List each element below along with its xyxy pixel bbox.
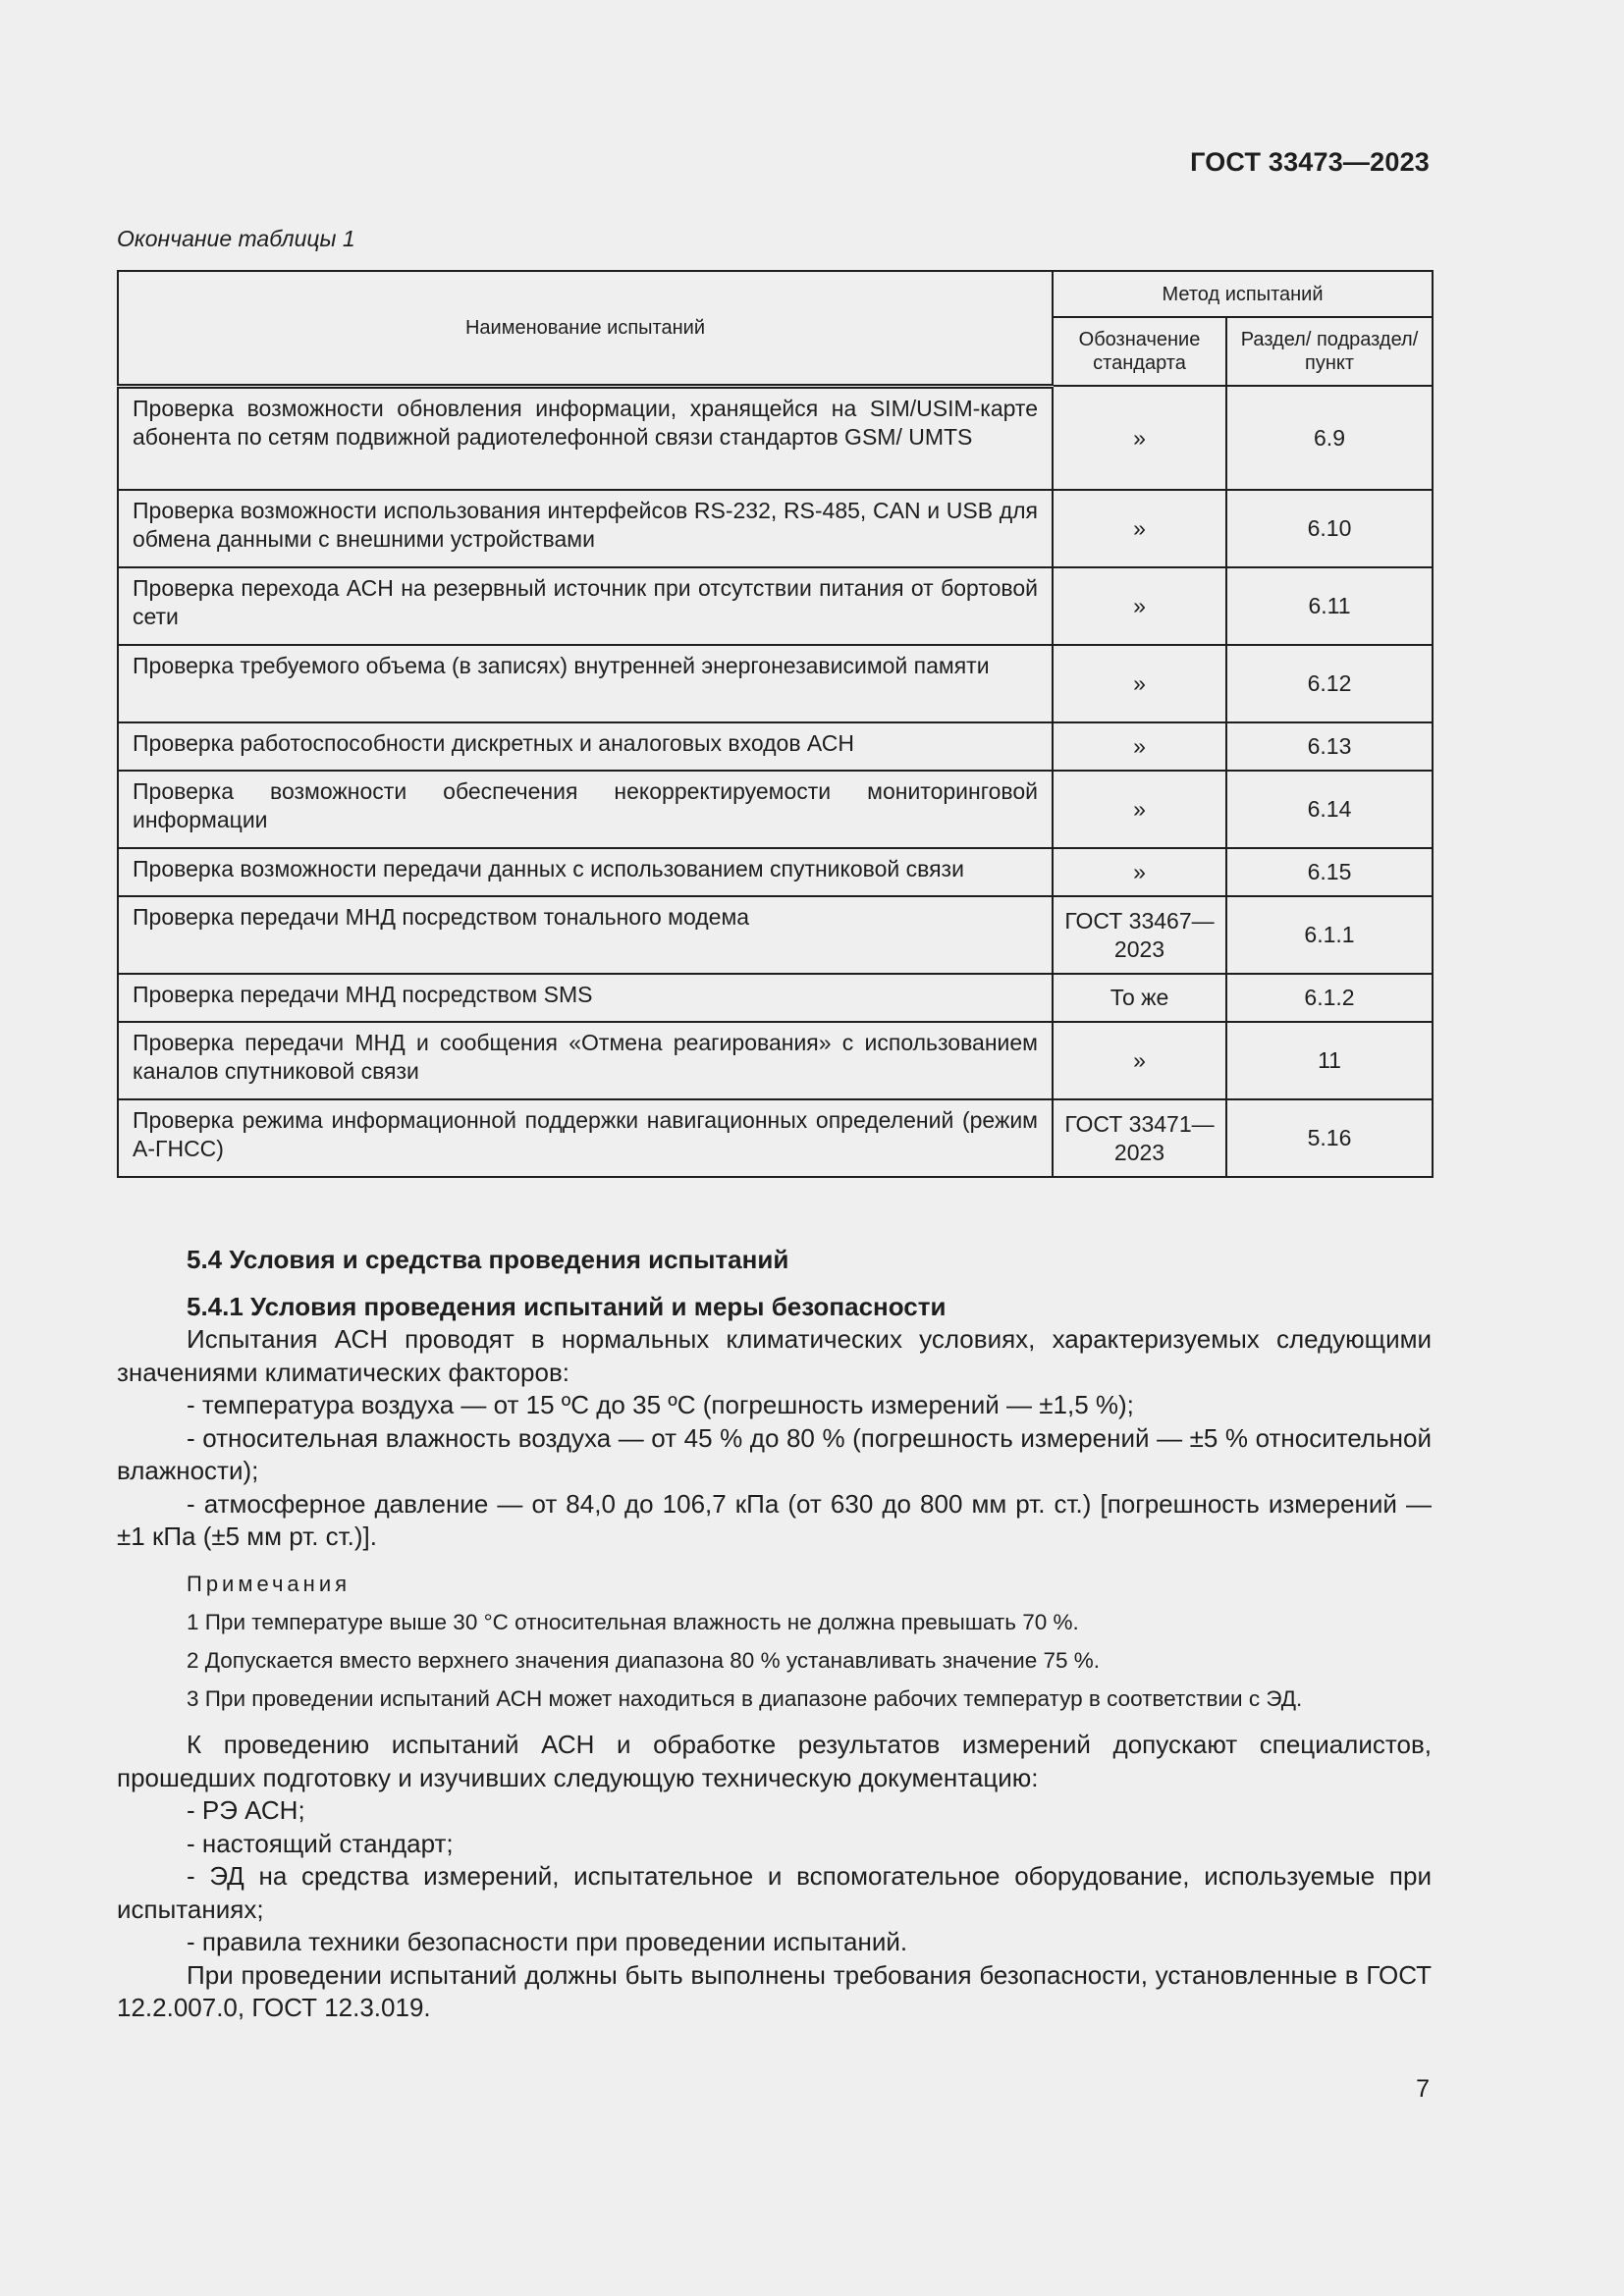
section-cell: 6.14 [1226,771,1433,848]
list-item-document: - правила техники безопасности при проведении испытаний. [187,1927,908,1956]
test-name: Проверка возможности передачи данных с использованием спутниковой связи [118,848,1053,896]
standard-cell: То же [1053,974,1226,1022]
column-header-standard: Обозначение стандарта [1053,317,1226,386]
column-header-section: Раздел/ подраздел/пункт [1226,317,1433,386]
note-item: 2 Допускается вместо верхнего значения диапазона 80 % устанавливать значение 75 %. [187,1648,1101,1673]
note-item: 1 При температуре выше 30 °С относительная влажность не должна превышать 70 %. [187,1610,1079,1634]
standard-cell: ГОСТ 33471—2023 [1053,1099,1226,1177]
section-body [117,1244,1432,2025]
table-row [118,386,1433,490]
staff-intro: К проведению испытаний АСН и обработке результатов измерений допускают специалистов, прошедших подготовку и изучивших следующую техническую документацию: [117,1730,1432,1792]
climate-intro: Испытания АСН проводят в нормальных климатических условиях, характеризуемых следующими значениями климатических факторов: [117,1324,1432,1387]
test-name: Проверка передачи МНД посредством SMS [118,974,1053,1022]
table-row [118,722,1433,771]
table-row [118,1099,1433,1177]
section-cell: 6.1.2 [1226,974,1433,1022]
test-name: Проверка передачи МНД и сообщения «Отмена реагирования» с использованием каналов спутниковой связи [118,1022,1053,1099]
safety-paragraph: При проведении испытаний должны быть выполнены требования безопасности, установленные в ГОСТ 12.2.007.0, ГОСТ 12.3.019. [117,1959,1432,2022]
standard-cell: » [1053,722,1226,771]
test-name: Проверка перехода АСН на резервный источник при отсутствии питания от бортовой сети [118,567,1053,645]
test-name: Проверка режима информационной поддержки навигационных определений (режим А-ГНСС) [118,1099,1053,1177]
list-item-condition: - температура воздуха — от 15 ºС до 35 ºС (погрешность измерений — ±1,5 %); [187,1390,1134,1419]
table-row [118,1022,1433,1099]
table-row [118,974,1433,1022]
table-row [118,490,1433,567]
table-row [118,567,1433,645]
subsection-heading: 5.4.1 Условия проведения испытаний и меры безопасности [187,1291,947,1321]
section-cell: 11 [1226,1022,1433,1099]
list-item-document: - настоящий стандарт; [187,1828,454,1858]
column-header-name: Наименование испытаний [118,271,1053,386]
section-cell: 6.12 [1226,645,1433,722]
section-cell: 6.11 [1226,567,1433,645]
section-cell: 6.15 [1226,848,1433,896]
column-header-method: Метод испытаний [1053,271,1433,317]
standard-cell: » [1053,490,1226,567]
section-heading: 5.4 Условия и средства проведения испытаний [187,1245,789,1274]
section-cell: 6.9 [1226,386,1433,490]
list-item-document: - ЭД на средства измерений, испытательное и вспомогательное оборудование, используемые при испытаниях; [117,1861,1432,1924]
standard-cell: » [1053,848,1226,896]
list-item-document: - РЭ АСН; [187,1795,305,1825]
test-name: Проверка требуемого объема (в записях) внутренней энергонезависимой памяти [118,645,1053,722]
section-cell: 5.16 [1226,1099,1433,1177]
test-name: Проверка работоспособности дискретных и аналоговых входов АСН [118,722,1053,771]
standard-cell: » [1053,1022,1226,1099]
standard-cell: » [1053,771,1226,848]
document-code: ГОСТ 33473—2023 [1190,147,1430,177]
standard-cell: ГОСТ 33467—2023 [1053,896,1226,974]
section-cell: 6.1.1 [1226,896,1433,974]
table-row [118,848,1433,896]
list-item-condition: - атмосферное давление — от 84,0 до 106,7 кПа (от 630 до 800 мм рт. ст.) [погрешность измерений — ±1 кПа (±5 мм рт. ст.)]. [117,1488,1432,1551]
list-item-condition: - относительная влажность воздуха — от 45 % до 80 % (погрешность измерений — ±5 % относительной влажности); [117,1422,1432,1485]
section-cell: 6.13 [1226,722,1433,771]
notes-title: Примечания [187,1571,352,1596]
test-name: Проверка передачи МНД посредством тонального модема [118,896,1053,974]
table-row [118,896,1433,974]
section-cell: 6.10 [1226,490,1433,567]
test-name: Проверка возможности обеспечения некорректируемости мониторинговой информации [118,771,1053,848]
tests-table [117,270,1434,1178]
table-caption: Окончание таблицы 1 [117,226,355,251]
standard-cell: » [1053,386,1226,490]
table-row [118,771,1433,848]
test-name: Проверка возможности обновления информации, хранящейся на SIM/USIM-карте абонента по сетям подвижной радиотелефонной связи стандартов GSM/ UMTS [118,386,1053,490]
test-name: Проверка возможности использования интерфейсов RS-232, RS-485, CAN и USB для обмена данными с внешними устройствами [118,490,1053,567]
page-number: 7 [1416,2075,1430,2103]
table-row [118,645,1433,722]
standard-cell: » [1053,567,1226,645]
note-item: 3 При проведении испытаний АСН может находиться в диапазоне рабочих температур в соответствии с ЭД. [187,1686,1303,1711]
standard-cell: » [1053,645,1226,722]
